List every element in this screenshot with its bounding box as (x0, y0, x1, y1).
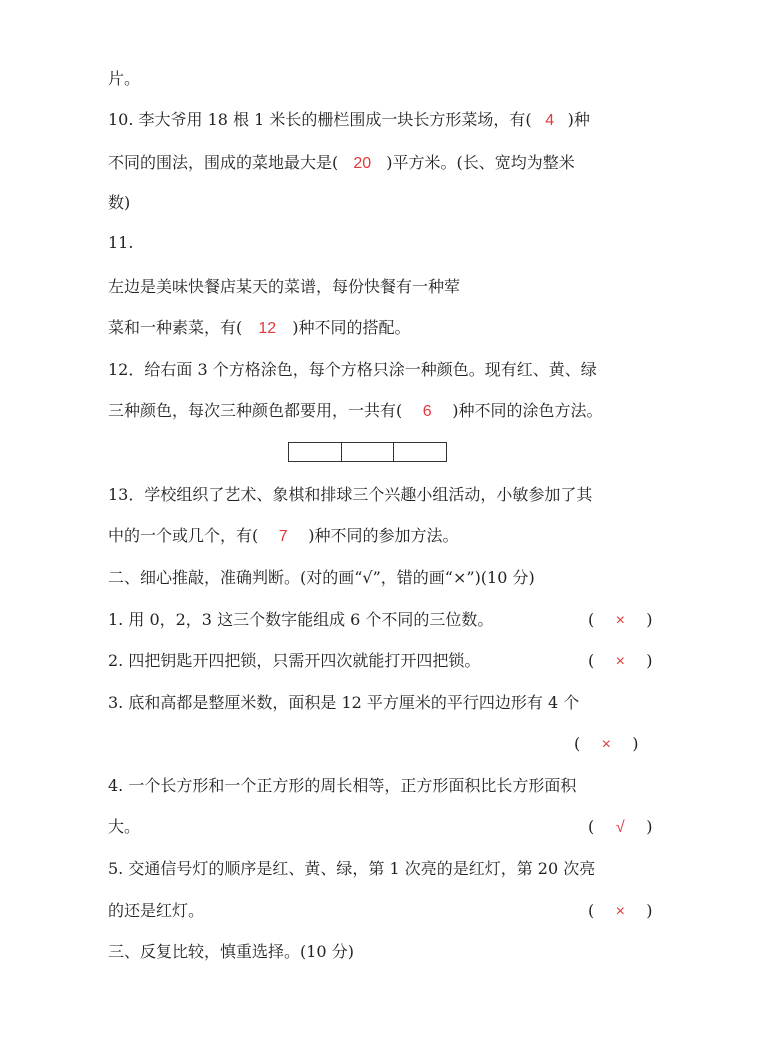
close-paren: ) (632, 734, 639, 753)
three-grid-boxes (288, 442, 447, 462)
question-10-line2 (108, 152, 575, 175)
question-10-line1 (108, 109, 590, 132)
open-paren: ( (588, 901, 595, 920)
open-paren: ( (574, 734, 581, 753)
question-11-line1: 左边是美味快餐店某天的菜谱，每份快餐有一种荤 (108, 277, 461, 296)
grid-cell (342, 443, 395, 461)
q12-text: 三种颜色，每次三种颜色都要用，一共有( (108, 401, 403, 420)
judge-item-5-line1: 5. 交通信号灯的顺序是红、黄、绿，第 1 次亮的是红灯，第 20 次亮 (108, 859, 596, 878)
judge-item-3: 3. 底和高都是整厘米数，面积是 12 平方厘米的平行四边形有 4 个 (108, 693, 580, 712)
cross-mark: × (615, 612, 625, 629)
grid-cell (289, 443, 342, 461)
close-paren: ) (646, 817, 653, 836)
judge-answer-3 (574, 733, 639, 756)
grid-cell (394, 443, 446, 461)
judge-answer-4 (588, 816, 653, 839)
answer-blank: 6 (422, 403, 432, 420)
answer-blank: 12 (258, 320, 277, 337)
judge-answer-5 (588, 900, 653, 923)
text-line: 数) (108, 193, 131, 212)
q13-text: 中的一个或几个，有( (108, 526, 259, 545)
question-12-line1: 12．给右面 3 个方格涂色，每个方格只涂一种颜色。现有红、黄、绿 (108, 360, 597, 379)
judge-item-4-line2: 大。 (108, 817, 141, 836)
q10-text: )种 (567, 110, 590, 129)
close-paren: ) (646, 651, 653, 670)
question-13-line2 (108, 525, 459, 548)
check-mark: √ (615, 819, 625, 836)
answer-blank: 20 (353, 155, 372, 172)
q10-text: 不同的围法，围成的菜地最大是( (108, 153, 339, 172)
answer-blank: 7 (278, 528, 288, 545)
q11-text: 菜和一种素菜，有( (108, 318, 243, 337)
q10-text: 10. 李大爷用 18 根 1 米长的栅栏围成一块长方形菜场，有( (108, 110, 532, 129)
q10-text: )平方米。(长、宽均为整米 (386, 153, 575, 172)
question-11-line2 (108, 317, 411, 340)
open-paren: ( (588, 610, 595, 629)
judge-answer-2 (588, 650, 653, 673)
section-3-heading: 三、反复比较，慎重选择。(10 分) (108, 942, 354, 961)
question-11-number: 11. (108, 233, 134, 252)
cross-mark: × (601, 736, 611, 753)
q12-text: )种不同的涂色方法。 (452, 401, 603, 420)
answer-blank: 4 (545, 112, 555, 129)
cross-mark: × (615, 903, 625, 920)
text-line: 片。 (108, 69, 141, 88)
judge-item-2: 2. 四把钥匙开四把锁，只需开四次就能打开四把锁。 (108, 651, 481, 670)
open-paren: ( (588, 651, 595, 670)
section-2-heading: 二、细心推敲，准确判断。(对的画“√”，错的画“×”)(10 分) (108, 568, 535, 587)
judge-item-1: 1. 用 0，2，3 这三个数字能组成 6 个不同的三位数。 (108, 610, 494, 629)
cross-mark: × (615, 653, 625, 670)
q13-text: )种不同的参加方法。 (308, 526, 459, 545)
question-12-line2 (108, 400, 603, 423)
judge-item-4-line1: 4. 一个长方形和一个正方形的周长相等，正方形面积比长方形面积 (108, 776, 577, 795)
judge-item-5-line2: 的还是红灯。 (108, 901, 205, 920)
judge-answer-1 (588, 609, 653, 632)
close-paren: ) (646, 901, 653, 920)
q11-text: )种不同的搭配。 (292, 318, 411, 337)
question-13-line1: 13．学校组织了艺术、象棋和排球三个兴趣小组活动，小敏参加了其 (108, 485, 593, 504)
open-paren: ( (588, 817, 595, 836)
close-paren: ) (646, 610, 653, 629)
